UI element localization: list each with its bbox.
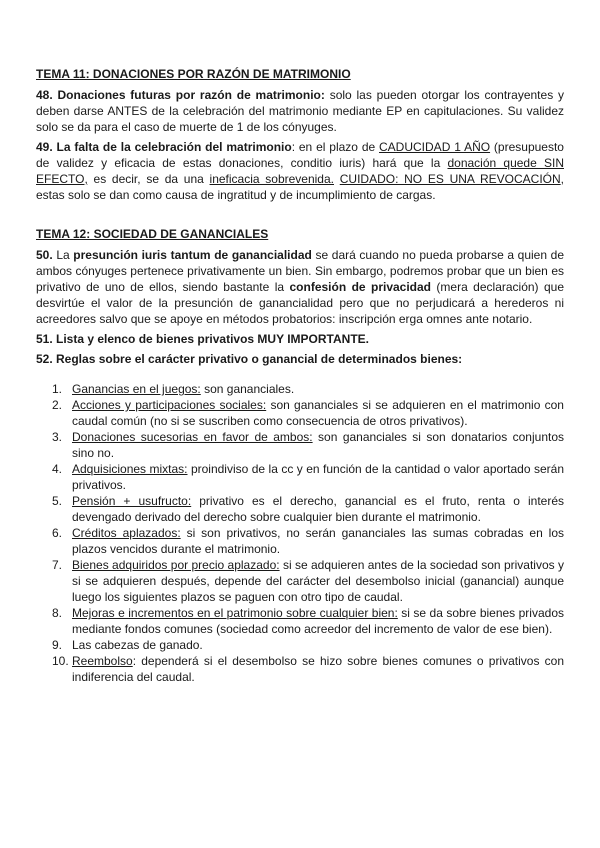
- text-run: : en el plazo de: [291, 140, 380, 154]
- tema-12-body: [36, 247, 564, 367]
- list-number: 7.: [52, 558, 63, 572]
- underlined-text: Mejoras e incrementos en el patrimonio sobre cualquier bien:: [72, 606, 398, 620]
- text-run: Las cabezas de ganado.: [72, 638, 203, 652]
- text-run: si se da sobre bienes privados mediante fondos comunes (sociedad como acreedor del incremento de valor de ese bien).: [72, 606, 564, 636]
- paragraph: [36, 87, 564, 135]
- text-run: proindiviso de la cc y en función de la cantidad o valor aportado serán privativos.: [72, 462, 564, 492]
- list-number: 4.: [52, 462, 63, 476]
- paragraph: [36, 139, 564, 203]
- list-number: 3.: [52, 430, 63, 444]
- bold-text: confesión de privacidad: [289, 280, 432, 294]
- underlined-text: Créditos aplazados:: [72, 526, 181, 540]
- text-run: , estas solo se dan como causa de ingratitud y de incumplimiento de cargas.: [36, 172, 564, 202]
- list-number: 5.: [52, 494, 63, 508]
- text-run: : dependerá si el desembolso se hizo sobre bienes comunes o privativos con indiferencia del caudal.: [72, 654, 564, 684]
- text-run: solo las pueden otorgar los contrayentes y deben darse ANTES de la celebración del matrimonio mediante EP en capitulaciones. Su validez solo se da para el caso de muerte de 1 de los cónyuges.: [36, 88, 564, 134]
- list-item: [36, 637, 564, 653]
- list-number: 10.: [52, 654, 69, 668]
- list-item: [36, 653, 564, 685]
- list-item: [36, 493, 564, 525]
- bold-text: presunción iuris tantum de ganancialidad: [73, 248, 312, 262]
- underlined-text: Reembolso: [72, 654, 133, 668]
- underlined-text: Donaciones sucesorias en favor de ambos:: [72, 430, 313, 444]
- rules-list: [36, 381, 564, 685]
- list-number: 6.: [52, 526, 63, 540]
- underlined-text: ineficacia sobrevenida.: [209, 172, 334, 186]
- list-number: 8.: [52, 606, 63, 620]
- text-run: La: [52, 248, 74, 262]
- underlined-text: CUIDADO: NO ES UNA REVOCACIÓN: [339, 172, 561, 186]
- list-item: [36, 525, 564, 557]
- document-page: [36, 66, 564, 685]
- tema-11-heading: TEMA 11: DONACIONES POR RAZÓN DE MATRIMONIO: [36, 67, 351, 81]
- paragraph: [36, 247, 564, 327]
- list-item: [36, 381, 564, 397]
- list-number: 9.: [52, 638, 63, 652]
- text-run: (presupuesto de validez y eficacia de estas donaciones, conditio iuris) hará que la: [36, 140, 564, 170]
- underlined-text: CADUCIDAD 1 AÑO: [379, 140, 491, 154]
- underlined-text: Pensión + usufructo:: [72, 494, 192, 508]
- text-run: son gananciales si son donatarios conjuntos sino no.: [72, 430, 564, 460]
- bold-text: 50.: [36, 248, 53, 262]
- list-number: 2.: [52, 398, 63, 412]
- bold-text: 48. Donaciones futuras por razón de matrimonio:: [36, 88, 325, 102]
- list-item: [36, 461, 564, 493]
- list-item: [36, 397, 564, 429]
- tema-12-heading: TEMA 12: SOCIEDAD DE GANANCIALES: [36, 227, 269, 241]
- list-item: [36, 429, 564, 461]
- underlined-text: Adquisiciones mixtas:: [72, 462, 188, 476]
- list-item: [36, 557, 564, 605]
- underlined-text: Ganancias en el juegos:: [72, 382, 201, 396]
- paragraph: [36, 351, 564, 367]
- text-run: son gananciales si se adquieren en el matrimonio con caudal común (no si se suscriben como consecuencia de otros privativos).: [72, 398, 564, 428]
- paragraph: [36, 331, 564, 347]
- list-item: [36, 605, 564, 637]
- list-number: 1.: [52, 382, 63, 396]
- text-run: privativo es el derecho, ganancial es el fruto, renta o interés devengado derivado del derecho sobre cualquier bien durante el matrimonio.: [72, 494, 564, 524]
- text-run: (mera declaración) que desvirtúe el valor de la presunción de ganancialidad pero que no perjudicará a herederos ni acreedores salvo que se apoye en métodos probatorios: inscripción erga omnes ante notario.: [36, 280, 564, 326]
- underlined-text: Bienes adquiridos por precio aplazado:: [72, 558, 280, 572]
- text-run: son gananciales.: [200, 382, 295, 396]
- underlined-text: Acciones y participaciones sociales:: [72, 398, 267, 412]
- bold-text: 51. Lista y elenco de bienes privativos MUY IMPORTANTE.: [36, 332, 369, 346]
- underlined-text: donación quede SIN EFECTO,: [36, 156, 564, 186]
- bold-text: 52. Reglas sobre el carácter privativo o ganancial de determinados bienes:: [36, 352, 463, 366]
- text-run: si se adquieren antes de la sociedad son privativos y si se adquieren después, depende del carácter del desembolso inicial (ganancial) aunque luego los siguientes plazos se paguen con otro tipo de caudal.: [72, 558, 565, 604]
- tema-11-body: [36, 87, 564, 203]
- bold-text: 49. La falta de la celebración del matrimonio: [36, 140, 292, 154]
- text-run: si son privativos, no serán gananciales las sumas cobradas en los plazos vencidos durante el matrimonio.: [72, 526, 564, 556]
- text-run: se dará cuando no pueda probarse a quien de ambos cónyuges pertenece privativamente un bien. Sin embargo, podremos probar que un bien es privativo de uno de ellos, siendo bastante la: [36, 248, 565, 294]
- text-run: es decir, se da una: [87, 172, 210, 186]
